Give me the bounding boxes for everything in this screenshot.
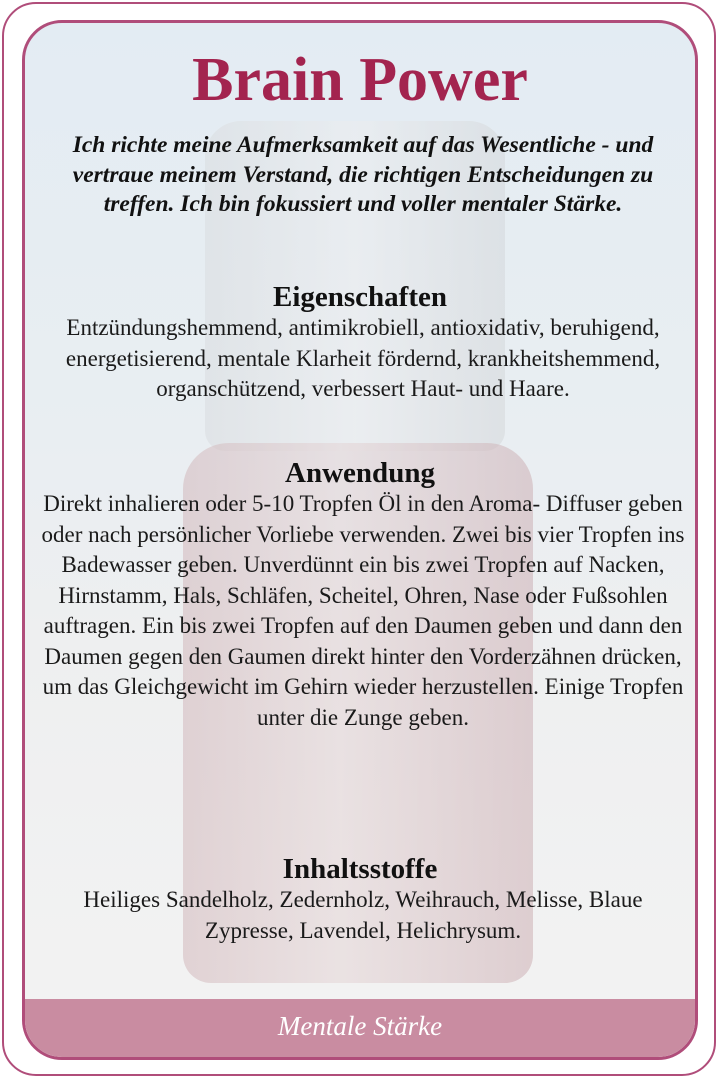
- eigenschaften-heading: Eigenschaften: [273, 281, 447, 313]
- anwendung-text: Direkt inhalieren oder 5-10 Tropfen Öl in den Aroma- Diffuser geben oder nach persönlicher Vorliebe verwenden. Zwei bis vier Tropfen ins Badewasser geben. Unverdünnt ein bis zwei Tropfen auf Nacken, Hirnstamm, Hals, Schläfen, Scheitel, Ohren, Nase oder Fußsohlen auftragen. Ein bis zwei Tropfen auf den Daumen geben und dann den Daumen gegen den Gaumen direkt hinter den Vorderzähnen drücken, um das Gleichgewicht im Gehirn wieder herzustellen. Einige Tropfen unter die Zunge geben.: [41, 491, 685, 730]
- inhaltsstoffe-heading: Inhaltsstoffe: [282, 853, 438, 885]
- card-title: Brain Power: [192, 46, 528, 114]
- footer-banner: Mentale Stärke: [25, 999, 695, 1057]
- oil-card: [22, 20, 698, 1060]
- inhaltsstoffe-text: Heiliges Sandelholz, Zedernholz, Weihrauch, Melisse, Blaue Zypresse, Lavendel, Helichrysum.: [83, 887, 643, 943]
- eigenschaften-text: Entzündungshemmend, antimikrobiell, antioxidativ, beruhigend, energetisierend, mentale Klarheit fördernd, krankheitshemmend, organschützend, verbessert Haut- und Haare.: [65, 315, 661, 401]
- anwendung-heading: Anwendung: [285, 457, 435, 489]
- affirmation-text: Ich richte meine Aufmerksamkeit auf das Wesentliche - und vertraue meinem Verstand, die richtigen Entscheidungen zu treffen. Ich bin fokussiert und voller mentaler Stärke.: [72, 132, 654, 217]
